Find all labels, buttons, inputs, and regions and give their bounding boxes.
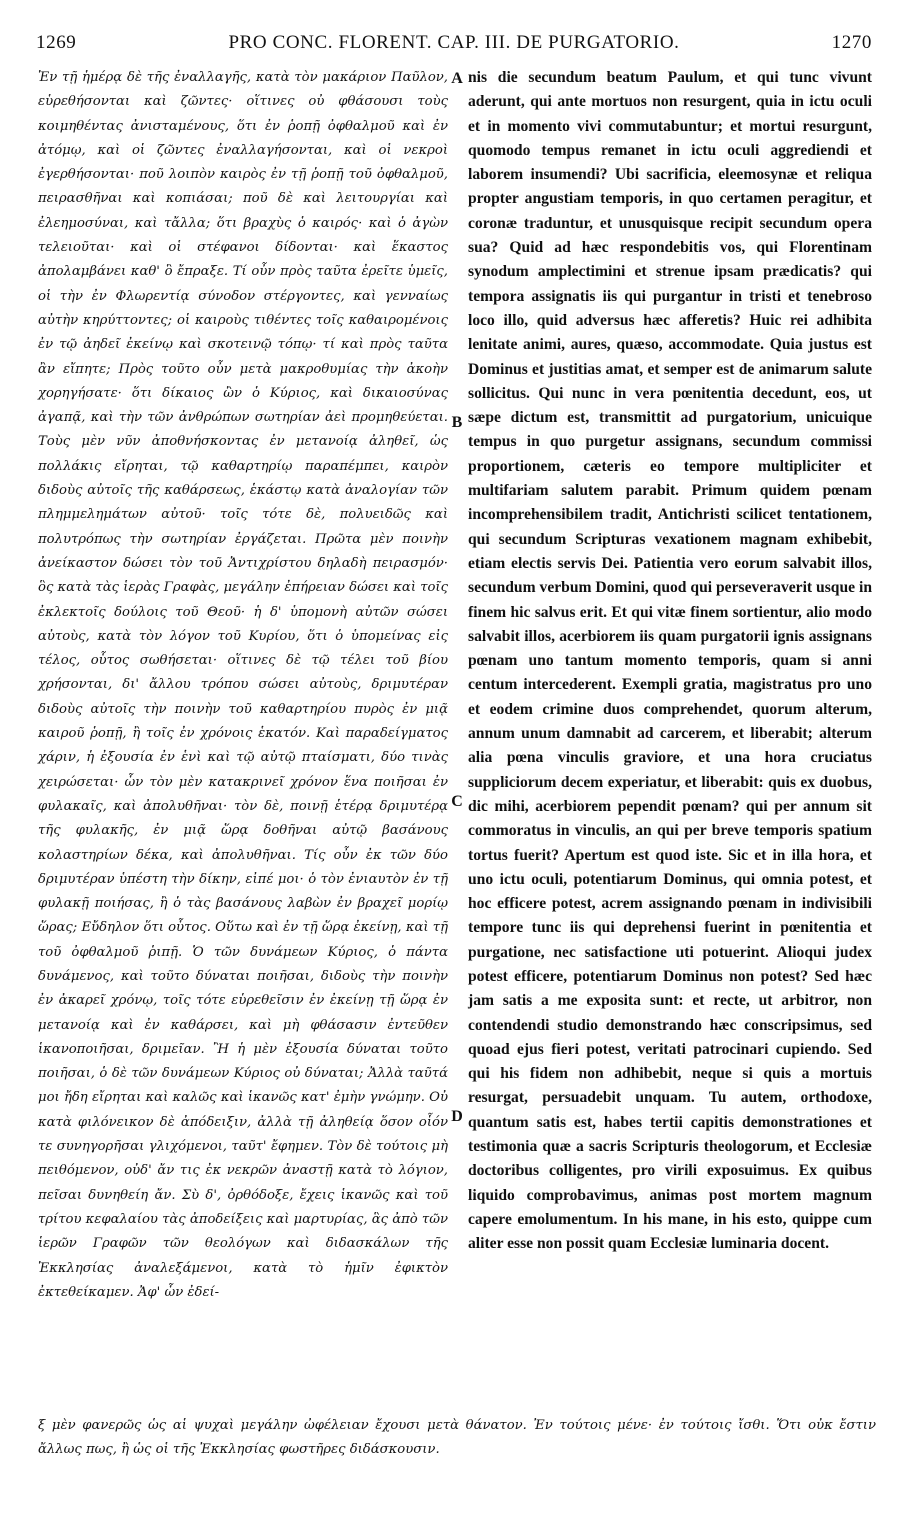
latin-column (468, 66, 872, 1257)
margin-marker-a: A (451, 70, 463, 87)
latin-paragraph: nis die secundum beatum Paulum, et qui tunc vivunt aderunt, qui ante mortuos non resurgent, quia in ictu oculi et in momento vivi commutabuntur; et mortui resurgunt, quomodo tempus remanet in ictu oculi aggrediendi et laborem insumendi? Ubi sacrificia, eleemosynæ et reliqua propter angustiam temporis, in quo certamen peragitur, et coronæ traduntur, et unusquisque recipit secundum opera sua? Quid ad hæc respondebitis vos, qui Florentinam synodum amplectimini et strenue ipsam prædicatis? qui tempora assignatis iis qui purgantur in tristi et tenebroso loco illo, quid adversus hæc afferetis? Huic rei adhibita lenitate animi, aures, quæso, accommodate. Quia justus est Dominus et justitias amat, et semper est de animarum salute sollicitus. Qui nunc in vera pœnitentia decedunt, eos, ut sæpe dictum est, transmittit ad purgatorium, unicuique tempus in quo purgetur assignans, secundum commissi proportionem, cæteris eo tempore multipliciter et multifariam salutem parabit. Primum quidem pœnam incomprehensibilem tradit, Antichristi scilicet tentationem, qui secundum Scripturas vexationem magnam exhibebit, etiam electis servis Dei. Patientia vero eorum salvabit illos, secundum verbum Domini, quod qui perseveraverit usque in finem hic salvus erit. Et qui vitæ finem sortientur, alio modo salvabit illos, acerbiorem iis quam purgatorii ignis assignans pœnam uno tantum momento temporis, quam si anni centum intercederent. Exempli gratia, magistratus pro uno et eodem crimine duos comprehendet, quorum alterum, annum unum damnabit ad carcerem, et liberabit; alterum alia pœna vinculis graviore, et una hora cruciatus suppliciorum decem experiatur, et liberabit: quis ex duobus, dic mihi, acerbiorem pependit pœnam? qui per annum sit commoratus in vinculis, an qui per breve temporis spatium tortus fuerit? Apertum est quod iste. Sic et in illa hora, et uno ictu oculi, potentiarum Dominus, qui omnia potest, et hoc efficere potest, acrem assignando pœnam in indivisibili tempore tunc iis qui deprehensi fuerint in pœnitentia et purgatione, nec satisfactione uti potuerint. Alioqui judex potest efficere, potentiarum Dominus non potest? Sed hæc jam satis a me exposita sunt: et recte, ut arbitror, non contendendi studio demonstrando hæc conscripsimus, sed quoad ejus fieri potest, veritati patrocinari cupiendo. Sed qui his fidem non adhibebit, neque si quis a mortuis resurgat, persuadebit unquam. Tu autem, orthodoxe, quantum satis est, habes tertii capitis demonstrationes et testimonia quæ a sacris Scripturis theologorum, et Ecclesiæ doctoribus colligentes, pro virili exposuimus. Ex quibus liquido comprobavimus, animas post mortem magnum capere emolumentum. In his mane, in his esto, quippe cum aliter esse non possit quam Ecclesiæ luminaria docent. (468, 69, 872, 1253)
page-number-right: 1270 (831, 32, 872, 53)
greek-continuation-text: ξ μὲν φανερῶς ὡς αἱ ψυχαὶ μεγάλην ὠφέλειαν ἔχουσι μετὰ θάνατον. Ἐν τούτοις μένε· ἐν τούτοις ἴσθι. Ὅτι οὐκ ἔστιν ἄλλως πως, ἢ ὡς οἱ τῆς Ἐκκλησίας φωστῆρες διδάσκουσιν. (38, 1418, 876, 1458)
greek-column (38, 66, 448, 1305)
running-header (36, 32, 872, 62)
margin-marker-c: C (451, 793, 463, 810)
greek-paragraph: Ἐν τῇ ἡμέρᾳ δὲ τῆς ἐναλλαγῆς, κατὰ τὸν μακάριον Παῦλον, εὑρεθήσονται καὶ ζῶντες· οἵτινες οὐ φθάσουσι τοὺς κοιμηθέντας ἀνισταμένους, ὅτι ἐν ῥοπῇ ὀφθαλμοῦ καὶ ἐν ἀτόμῳ, καὶ οἱ ζῶντες ἐναλλαγήσονται, καὶ οἱ νεκροὶ ἐγερθήσονται· ποῦ λοιπὸν καιρὸς ἐν τῇ ῥοπῇ τοῦ ὀφθαλμοῦ, πειρασθῆναι καὶ κοπιάσαι; ποῦ δὲ καὶ λειτουργίαι καὶ ἐλεημοσύναι, καὶ τἄλλα; ὅτι βραχὺς ὁ καιρός· καὶ ὁ ἀγὼν τελειοῦται· καὶ οἱ στέφανοι δίδονται· καὶ ἕκαστος ἀπολαμβάνει καθ' ὃ ἔπραξε. Τί οὖν πρὸς ταῦτα ἐρεῖτε ὑμεῖς, οἱ τὴν ἐν Φλωρεντίᾳ σύνοδον στέργοντες, καὶ γενναίως αὐτὴν κηρύττοντες; οἱ καιροὺς τιθέντες τοῖς καθαιρομένοις ἐν τῷ ἀηδεῖ ἐκείνῳ καὶ σκοτεινῷ τόπῳ· τί καὶ πρὸς ταῦτα ἂν εἴπητε; Πρὸς τοῦτο οὖν μετὰ μακροθυμίας τὴν ἀκοὴν χορηγήσατε· ὅτι δίκαιος ὢν ὁ Κύριος, καὶ δικαιοσύνας ἀγαπᾷ, καὶ τὴν τῶν ἀνθρώπων σωτηρίαν ἀεὶ προμηθεύεται. Τοὺς μὲν νῦν ἀποθνήσκοντας ἐν μετανοίᾳ ἀληθεῖ, ὡς πολλάκις εἴρηται, τῷ καθαρτηρίῳ παραπέμπει, καιρὸν διδοὺς αὐτοῖς τῆς καθάρσεως, ἑκάστῳ κατὰ ἀναλογίαν τῶν πλημμελημάτων αὐτοῦ· τοῖς τότε δὲ, πολυειδῶς καὶ πολυτρόπως τὴν σωτηρίαν ἐργάζεται. Πρῶτα μὲν ποινὴν ἀνείκαστον δώσει τὸν τοῦ Ἀντιχρίστου δηλαδὴ πειρασμόν· ὃς κατὰ τὰς ἱερὰς Γραφὰς, μεγάλην ἐπήρειαν δώσει καὶ τοῖς ἐκλεκτοῖς δούλοις τοῦ Θεοῦ· ἡ δ' ὑπομονὴ αὐτῶν σώσει αὐτοὺς, κατὰ τὸν λόγον τοῦ Κυρίου, ὅτι ὁ ὑπομείνας εἰς τέλος, οὗτος σωθήσεται· οἵτινες δὲ τῷ τέλει τοῦ βίου χρήσονται, δι' ἄλλου τρόπου σώσει αὐτοὺς, δριμυτέραν διδοὺς αὐτοῖς τὴν ποινὴν τοῦ καθαρτηρίου πυρὸς ἐν μιᾷ καιροῦ ῥοπῇ, ἢ τοῖς ἐν χρόνοις ἑκατόν. Καὶ παραδείγματος χάριν, ἡ ἐξουσία ἐν ἑνὶ καὶ τῷ αὐτῷ πταίσματι, δύο τινὰς χειρώσεται· ὧν τὸν μὲν κατακρινεῖ χρόνον ἕνα ποιῆσαι ἐν φυλακαῖς, καὶ ἀπολυθῆναι· τὸν δὲ, ποινῇ ἑτέρᾳ δριμυτέρᾳ τῆς φυλακῆς, ἐν μιᾷ ὥρᾳ δοθῆναι αὐτῷ βασάνους κολαστηρίων δέκα, καὶ ἀπολυθῆναι. Τίς οὖν ἐκ τῶν δύο δριμυτέραν ὑπέστη τὴν δίκην, εἰπέ μοι· ὁ τὸν ἐνιαυτὸν ἐν τῇ φυλακῇ ποιήσας, ἢ ὁ τὰς βασάνους λαβὼν ἐν βραχεῖ μορίῳ ὥρας; Εὔδηλον ὅτι οὗτος. Οὕτω καὶ ἐν τῇ ὥρᾳ ἐκείνῃ, καὶ τῇ τοῦ ὀφθαλμοῦ ῥιπῇ. Ὁ τῶν δυνάμεων Κύριος, ὁ πάντα δυνάμενος, καὶ τοῦτο δύναται ποιῆσαι, διδοὺς τὴν ποινὴν ἐν ἀκαρεῖ χρόνῳ, τοῖς τότε εὑρεθεῖσιν ἐν ἐκείνῃ τῇ ὥρᾳ ἐν μετανοίᾳ καὶ ἐν καθάρσει, καὶ μὴ φθάσασιν ἐντεῦθεν ἱκανοποιῆσαι, δριμεῖαν. Ἢ ἡ μὲν ἐξουσία δύναται τοῦτο ποιῆσαι, ὁ δὲ τῶν δυνάμεων Κύριος οὐ δύναται; Ἀλλὰ ταῦτά μοι ἤδη εἴρηται καὶ καλῶς καὶ ἱκανῶς κατ' ἐμὴν γνώμην. Οὐ κατὰ φιλόνεικον δὲ ἀπόδειξιν, ἀλλὰ τῇ ἀληθείᾳ ὅσον οἷόν τε συνηγορῆσαι γλιχόμενοι, ταῦτ' ἔφημεν. Τὸν δὲ τούτοις μὴ πειθόμενον, οὐδ' ἄν τις ἐκ νεκρῶν ἀναστῇ κατὰ τὸ λόγιον, πεῖσαι δυνηθείη ἄν. Σὺ δ', ὀρθόδοξε, ἔχεις ἱκανῶς καὶ τοῦ τρίτου κεφαλαίου τὰς ἀποδείξεις καὶ μαρτυρίας, ἃς ἀπὸ τῶν ἱερῶν Γραφῶν τῶν θεολόγων καὶ διδασκάλων τῆς Ἐκκλησίας ἀναλεξάμενοι, κατὰ τὸ ἡμῖν ἐφικτὸν ἐκτεθείκαμεν. Ἀφ' ὧν ἐδεί- (38, 70, 448, 1300)
greek-continuation-footer (38, 1414, 876, 1463)
running-title: PRO CONC. FLORENT. CAP. III. DE PURGATORIO. (228, 32, 680, 53)
margin-marker-b: B (451, 414, 463, 431)
margin-marker-d: D (451, 1108, 463, 1125)
page-number-left: 1269 (36, 32, 77, 53)
